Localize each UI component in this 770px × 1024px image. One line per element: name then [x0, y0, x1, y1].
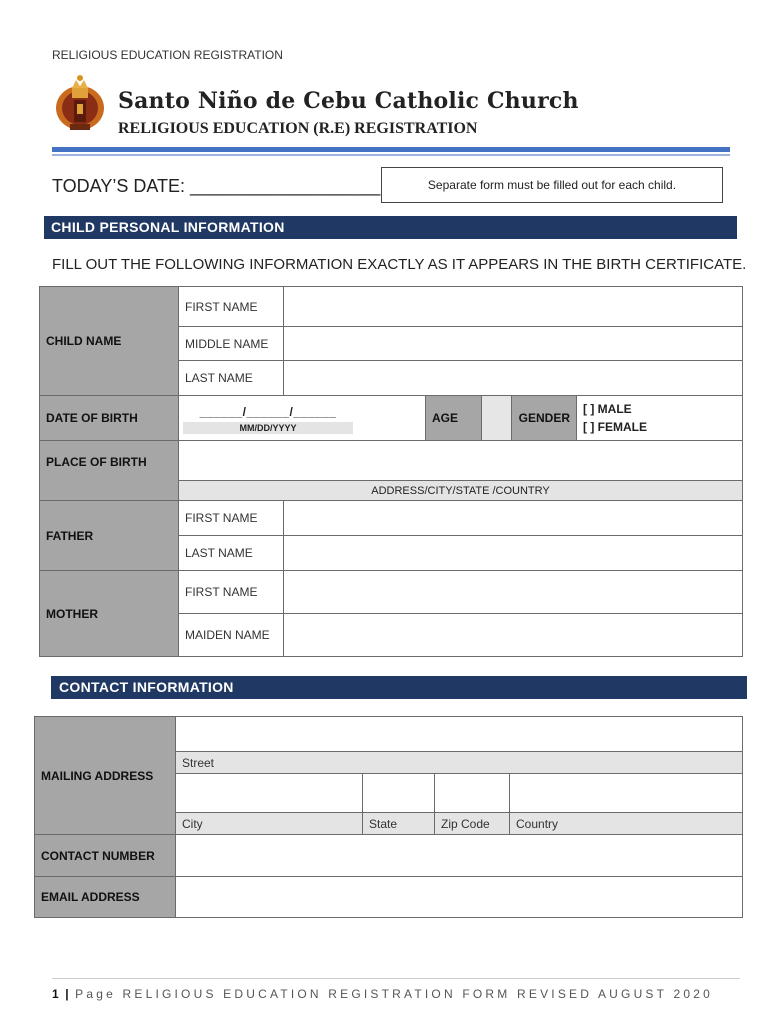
state-label: State [363, 813, 435, 835]
age-input[interactable] [481, 396, 511, 440]
dob-blank: ______/______/______ [199, 404, 337, 419]
child-section-title: CHILD PERSONAL INFORMATION [44, 216, 737, 239]
child-name-label: CHILD NAME [40, 287, 179, 396]
zip-code-label: Zip Code [435, 813, 510, 835]
date-of-birth-input[interactable] [179, 396, 426, 441]
mother-first-name-input[interactable] [284, 571, 743, 614]
country-input[interactable] [510, 774, 743, 813]
footer-rule [52, 978, 740, 979]
city-input[interactable] [176, 774, 363, 813]
father-first-name-input[interactable] [284, 501, 743, 536]
last-name-label: LAST NAME [179, 361, 284, 396]
page-number: 1 [52, 987, 59, 1001]
gender-female-checkbox[interactable]: [ ] FEMALE [583, 420, 647, 434]
place-of-birth-input[interactable] [179, 441, 743, 481]
gender-options[interactable] [577, 396, 743, 441]
street-input[interactable] [176, 717, 743, 752]
contact-section-title: CONTACT INFORMATION [51, 676, 747, 699]
mailing-address-label: MAILING ADDRESS [35, 717, 176, 835]
country-label: Country [510, 813, 743, 835]
footer-separator: | [65, 987, 69, 1001]
dob-format-hint: MM/DD/YYYY [183, 422, 353, 434]
child-last-name-input[interactable] [284, 361, 743, 396]
church-name: Santo Niño de Cebu Catholic Church [118, 88, 579, 114]
mother-first-name-label: FIRST NAME [179, 571, 284, 614]
header-rule-thin [52, 154, 730, 156]
gender-label: GENDER [512, 396, 577, 441]
father-label: FATHER [40, 501, 179, 571]
city-label: City [176, 813, 363, 835]
child-info-table [39, 286, 743, 657]
father-first-name-label: FIRST NAME [179, 501, 284, 536]
running-header: RELIGIOUS EDUCATION REGISTRATION [52, 48, 283, 62]
header-rule [52, 147, 730, 152]
gender-male-checkbox[interactable]: [ ] MALE [583, 402, 632, 416]
contact-number-input[interactable] [176, 835, 743, 877]
middle-name-label: MIDDLE NAME [179, 327, 284, 361]
zip-code-input[interactable] [435, 774, 510, 813]
contact-info-table [34, 716, 743, 918]
place-of-birth-hint: ADDRESS/CITY/STATE /COUNTRY [179, 481, 743, 501]
first-name-label: FIRST NAME [179, 287, 284, 327]
father-last-name-input[interactable] [284, 536, 743, 571]
mother-maiden-name-label: MAIDEN NAME [179, 614, 284, 657]
contact-number-label: CONTACT NUMBER [35, 835, 176, 877]
age-label: AGE [426, 396, 481, 440]
father-last-name-label: LAST NAME [179, 536, 284, 571]
street-label: Street [176, 752, 743, 774]
footer-text: Page RELIGIOUS EDUCATION REGISTRATION FORM REVISED AUGUST 2020 [75, 987, 713, 1001]
place-of-birth-label: PLACE OF BIRTH [40, 441, 179, 501]
email-address-input[interactable] [176, 877, 743, 918]
email-address-label: EMAIL ADDRESS [35, 877, 176, 918]
age-cell [426, 396, 512, 441]
mother-maiden-name-input[interactable] [284, 614, 743, 657]
date-of-birth-label: DATE OF BIRTH [40, 396, 179, 441]
page-footer [52, 987, 713, 1001]
santo-nino-crown-icon [54, 74, 106, 134]
child-middle-name-input[interactable] [284, 327, 743, 361]
todays-date-field[interactable]: TODAY’S DATE: ___________________ [52, 176, 381, 196]
mother-label: MOTHER [40, 571, 179, 657]
instructions: FILL OUT THE FOLLOWING INFORMATION EXACTLY AS IT APPEARS IN THE BIRTH CERTIFICATE. [52, 256, 747, 273]
form-title: RELIGIOUS EDUCATION (R.E) REGISTRATION [118, 120, 478, 137]
state-input[interactable] [363, 774, 435, 813]
child-first-name-input[interactable] [284, 287, 743, 327]
note-box: Separate form must be filled out for each child. [381, 167, 723, 203]
